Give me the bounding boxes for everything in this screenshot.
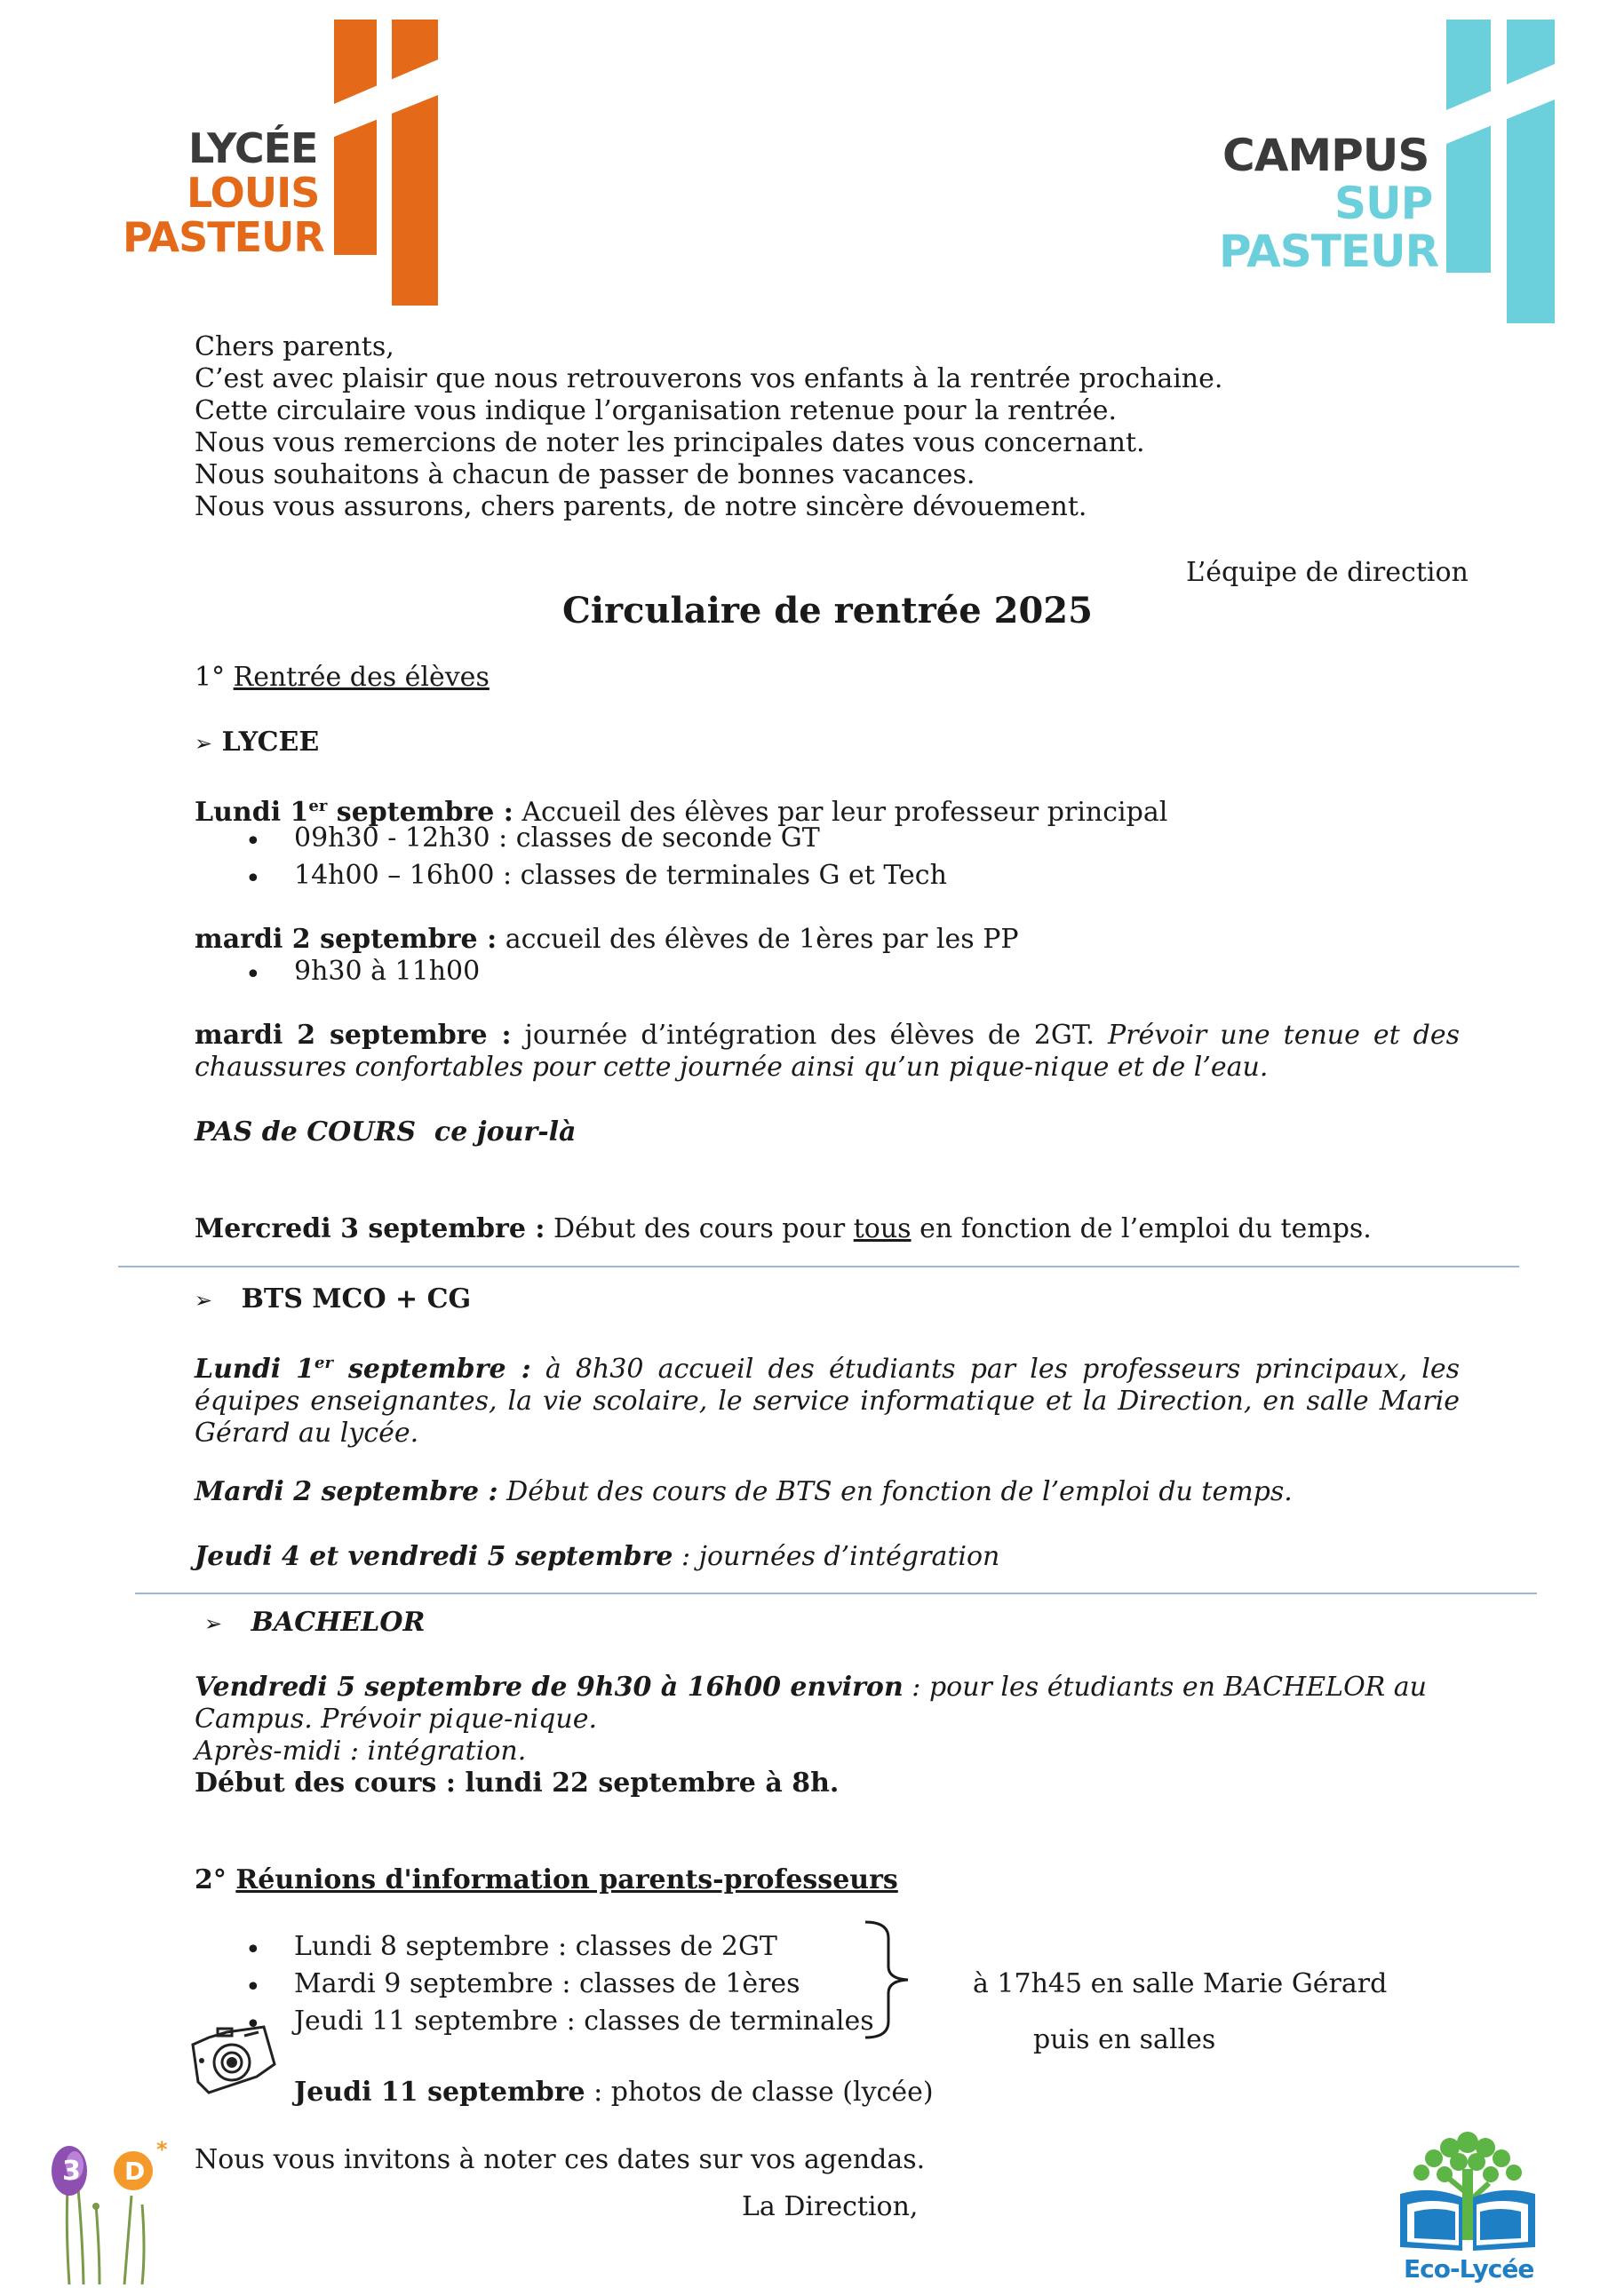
list-item: Lundi 8 septembre : classes de 2GT bbox=[294, 1931, 777, 1962]
lycee-subheading bbox=[195, 727, 319, 759]
section1-number: 1° bbox=[195, 662, 226, 693]
lycee-mardi-2-italic: Prévoir une tenue et des chaussures confortables pour cette journée ainsi qu’un pique-nique et de l’eau. bbox=[195, 1020, 1461, 1083]
section1-heading bbox=[195, 662, 490, 694]
campus-logo-line1: CAMPUS bbox=[1222, 130, 1429, 181]
arrow-icon: ➢ bbox=[195, 731, 213, 756]
bts-lundi-rest: septembre : bbox=[332, 1354, 531, 1385]
campus-logo bbox=[1217, 20, 1564, 326]
list-item: 09h30 - 12h30 : classes de seconde GT bbox=[294, 822, 820, 854]
section2-title: Réunions d'information parents-professeurs bbox=[235, 1864, 898, 1895]
lycee-cross-icon bbox=[334, 20, 450, 308]
divider bbox=[135, 1593, 1537, 1594]
lycee-lundi-rest: septembre : bbox=[327, 797, 513, 828]
list-item: 14h00 – 16h00 : classes de terminales G et Tech bbox=[294, 860, 947, 891]
bts-mardi-text: Début des cours de BTS en fonction de l’emploi du temps. bbox=[498, 1476, 1293, 1507]
lycee-mercredi bbox=[195, 1213, 1372, 1245]
bachelor-subheading bbox=[204, 1607, 425, 1640]
bullet-icon: • bbox=[245, 1935, 261, 1966]
closing-sign: La Direction, bbox=[742, 2191, 919, 2222]
bts-subheading bbox=[195, 1283, 471, 1316]
lycee-mardi-2-day: mardi 2 septembre : bbox=[195, 1020, 512, 1051]
photo-text: : photos de classe (lycée) bbox=[585, 2077, 934, 2108]
campus-logo-line3: PASTEUR bbox=[1219, 226, 1439, 277]
photo-day: Jeudi 11 septembre bbox=[294, 2077, 585, 2108]
campus-logo-line2: SUP bbox=[1334, 178, 1433, 229]
photo-day-line bbox=[294, 2077, 934, 2109]
intro-line: Nous vous assurons, chers parents, de notre sincère dévouement. bbox=[195, 491, 1087, 522]
bts-mardi-day: Mardi 2 septembre : bbox=[195, 1476, 498, 1507]
camera-icon bbox=[182, 2023, 280, 2098]
bts-mardi bbox=[195, 1476, 1293, 1508]
right-brace-icon bbox=[862, 1920, 915, 2039]
intro-line: Nous vous remercions de noter les principales dates vous concernant. bbox=[195, 427, 1145, 458]
svg-text:D: D bbox=[124, 2157, 146, 2186]
lycee-mercredi-text1: Début des cours pour bbox=[545, 1213, 854, 1244]
campus-cross-icon bbox=[1446, 20, 1564, 326]
intro-line: Nous souhaitons à chacun de passer de bonnes vacances. bbox=[195, 459, 975, 490]
lycee-mardi-1 bbox=[195, 924, 1019, 956]
svg-text:*: * bbox=[156, 2137, 168, 2162]
lycee-logo-line2: LOUIS bbox=[187, 169, 320, 217]
page-title: Circulaire de rentrée 2025 bbox=[562, 590, 1093, 632]
lycee-mardi-1-day: mardi 2 septembre : bbox=[195, 924, 498, 955]
bachelor-vendredi-day: Vendredi 5 septembre de 9h30 à 16h00 environ bbox=[195, 1672, 904, 1703]
bachelor-label: BACHELOR bbox=[251, 1607, 426, 1638]
lycee-lundi-day: Lundi 1 bbox=[195, 797, 309, 828]
bts-lundi-text: à 8h30 accueil des étudiants par les professeurs principaux, les équipes enseignantes, la vie scolaire, le service informatique et la Direction, en salle Marie Gérard au lycée. bbox=[195, 1354, 1460, 1449]
bullet-icon: • bbox=[245, 863, 261, 894]
bts-lundi-day: Lundi 1 bbox=[195, 1354, 315, 1385]
intro-line: C’est avec plaisir que nous retrouverons vos enfants à la rentrée prochaine. bbox=[195, 363, 1223, 394]
bachelor-apres-midi: Après-midi : intégration. bbox=[195, 1736, 527, 1767]
arrow-icon: ➢ bbox=[195, 1288, 213, 1313]
bts-label: BTS MCO + CG bbox=[241, 1283, 472, 1315]
lycee-lundi-text: Accueil des élèves par leur professeur principal bbox=[513, 797, 1168, 828]
bullet-icon: • bbox=[245, 826, 261, 857]
intro-line: Chers parents, bbox=[195, 331, 394, 362]
svg-text:3: 3 bbox=[62, 2156, 81, 2187]
lycee-mardi-2-text: journée d’intégration des élèves de 2GT. bbox=[511, 1020, 1095, 1051]
eco-lycee-label: Eco-Lycée bbox=[1404, 2254, 1534, 2284]
intro-signature: L’équipe de direction bbox=[1186, 557, 1469, 588]
lycee-mercredi-day: Mercredi 3 septembre : bbox=[195, 1213, 545, 1244]
lycee-lundi-sup: er bbox=[308, 797, 328, 815]
meeting-then: puis en salles bbox=[1033, 2024, 1216, 2055]
bullet-icon: • bbox=[245, 2009, 261, 2040]
flowers-decoration-icon bbox=[43, 2125, 194, 2289]
list-item: Jeudi 11 septembre : classes de terminales bbox=[294, 2006, 874, 2037]
tree-book-icon bbox=[1397, 2123, 1539, 2254]
bts-jeudi-text: : journées d’intégration bbox=[673, 1541, 1000, 1572]
section2-heading bbox=[195, 1864, 898, 1896]
closing-note: Nous vous invitons à noter ces dates sur vos agendas. bbox=[195, 2144, 926, 2175]
arrow-icon: ➢ bbox=[204, 1611, 223, 1636]
intro-line: Cette circulaire vous indique l’organisation retenue pour la rentrée. bbox=[195, 395, 1118, 426]
lycee-mercredi-tous: tous bbox=[853, 1213, 912, 1244]
lycee-mercredi-text2: en fonction de l’emploi du temps. bbox=[911, 1213, 1372, 1244]
bachelor-vendredi-text: : pour les étudiants en BACHELOR au Campus. Prévoir pique-nique. bbox=[195, 1672, 1427, 1735]
section1-title: Rentrée des élèves bbox=[233, 662, 490, 693]
lycee-logo-line3: PASTEUR bbox=[123, 213, 324, 261]
bts-jeudi-day: Jeudi 4 et vendredi 5 septembre bbox=[195, 1541, 673, 1572]
pas-de-cours: PAS de COURS ce jour-là bbox=[195, 1116, 577, 1148]
list-item: Mardi 9 septembre : classes de 1ères bbox=[294, 1968, 800, 1999]
lycee-label: LYCEE bbox=[221, 727, 320, 758]
meeting-location: à 17h45 en salle Marie Gérard bbox=[973, 1968, 1388, 1999]
bts-lundi bbox=[195, 1347, 1460, 1450]
lycee-logo-line1: LYCÉE bbox=[188, 124, 318, 172]
lycee-mardi-1-text: accueil des élèves de 1ères par les PP bbox=[497, 924, 1019, 955]
bts-lundi-sup: er bbox=[314, 1354, 333, 1372]
eco-lycee-logo bbox=[1397, 2123, 1539, 2287]
bachelor-debut: Début des cours : lundi 22 septembre à 8h. bbox=[195, 1768, 840, 1799]
divider bbox=[118, 1266, 1519, 1267]
lycee-mardi-2 bbox=[195, 1020, 1460, 1084]
bachelor-vendredi bbox=[195, 1672, 1460, 1736]
list-item: 9h30 à 11h00 bbox=[294, 956, 481, 987]
section2-number: 2° bbox=[195, 1864, 227, 1895]
intro-letter bbox=[195, 331, 1222, 523]
bts-jeudi bbox=[195, 1541, 999, 1573]
lycee-logo bbox=[115, 20, 453, 313]
bullet-icon: • bbox=[245, 959, 261, 990]
bullet-icon: • bbox=[245, 1972, 261, 2003]
